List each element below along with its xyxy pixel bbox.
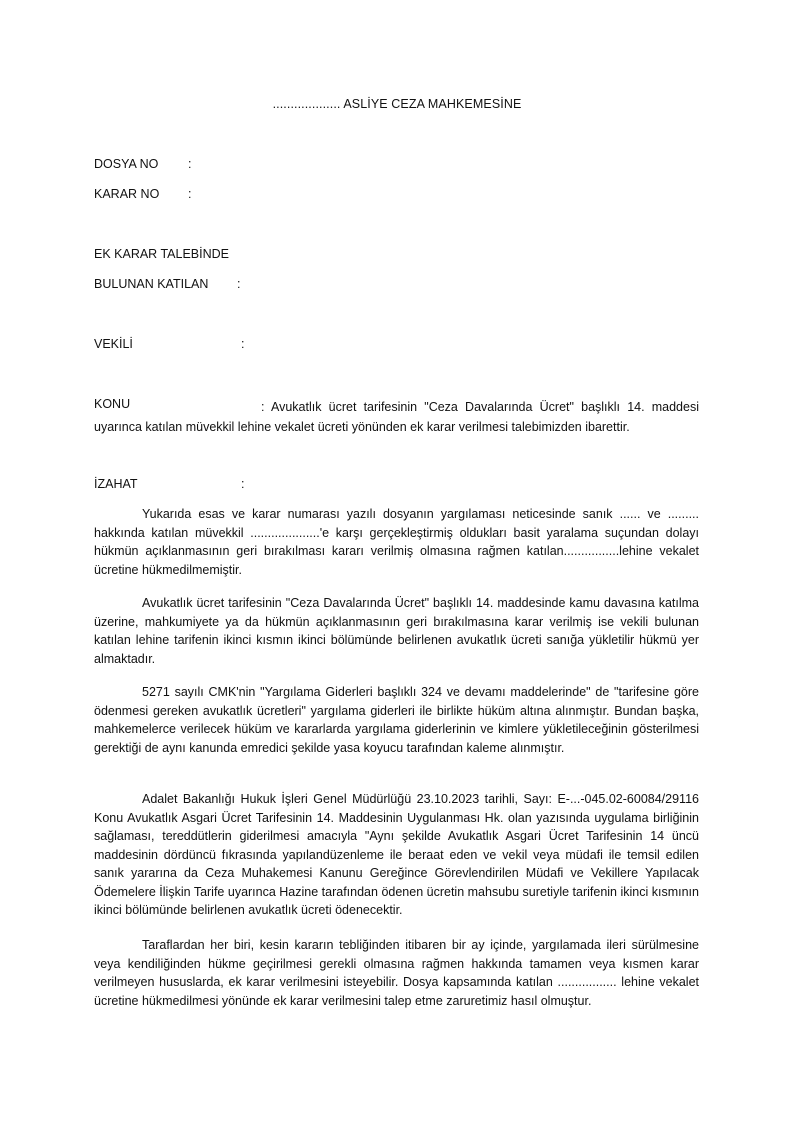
konu-text: : Avukatlık ücret tarifesinin "Ceza Davalarında Ücret" başlıklı 14. maddesi uyarınca katılan müvekkil lehine vekalet ücreti yönünden ek karar verilmesi talebimizden ibarettir. (94, 400, 699, 434)
court-title: ................... ASLİYE CEZA MAHKEMESİNE (272, 97, 522, 111)
bulunan-katilan-colon: : (237, 277, 241, 291)
karar-no-label: KARAR NO (94, 187, 160, 201)
izahat-field (94, 477, 245, 491)
paragraph-5: Taraflardan her biri, kesin kararın tebliğinden itibaren bir ay içinde, yargılamada ileri sürülmesine veya kendiliğinden hükme geçirilmesi gerekli olmasına rağmen hakkında tamamen veya kısmen karar verilmeyen hususlarda, ek karar verilmesini isteyebilir. Dosya kapsamında katılan ................. lehine vekalet ücretine hükmedilmesi yönünde ek karar verilmesini talep etme zaruretimiz hasıl olmuştur. (94, 938, 699, 1008)
vekili-field (94, 337, 245, 351)
paragraph-2: Avukatlık ücret tarifesinin "Ceza Davalarında Ücret" başlıklı 14. maddesinde kamu davasına katılma üzerine, mahkumiyete ya da hükmün açıklanmasının geri bırakılmasına karar verilmiş ise vekili bulunan katılan lehine tarifenin ikinci kısmın ikinci bölümünde belirlenen avukatlık ücreti sanığa yükletilir hükmü yer almaktadır. (94, 596, 699, 666)
paragraph-3: 5271 sayılı CMK'nin "Yargılama Giderleri başlıklı 324 ve devamı maddelerinde" de "tarifesine göre ödenmesi gereken avukatlık ücretleri" yargılama giderleri ile birlikte hüküm altına alınmıştır. Bundan başka, mahkemelerce verilecek hüküm ve kararlarda yargılama giderlerinin ve kimlere yükletileceğinin gösterilmesi gerektiği de aynı kanunda emredici şekilde yasa koyucu tarafından kaleme alınmıştır. (94, 685, 699, 755)
ek-karar-field (94, 247, 229, 261)
bulunan-katilan-field (94, 277, 241, 291)
dosya-no-field (94, 157, 192, 171)
dosya-no-label: DOSYA NO (94, 157, 159, 171)
dosya-no-colon: : (188, 157, 192, 171)
paragraph-4: Adalet Bakanlığı Hukuk İşleri Genel Müdürlüğü 23.10.2023 tarihli, Sayı: E-...-045.02-60084/29116 Konu Avukatlık Asgari Ücret Tarifesinin 14. Maddesinin Uygulanması Hk. olan yazısında uygulama birliğinin sağlaması, tereddütlerin giderilmesi amacıyla "Aynı şekilde Avukatlık Asgari Ücret Tarifesinin 14 üncü maddesinin dördüncü fıkrasında yapılandüzenleme ile beraat eden ve vekil veya müdafi ile temsil edilen sanık yararına da Ceza Muhakemesi Kanunu Gereğince Görevlendirilen Müdafi ve Vekillere Yapılacak Ödemelere İlişkin Tarife uyarınca Hazine tarafından ödenen ücretin mahsubu suretiyle tarifenin ikinci kısmının ikinci bölümünde belirlenen avukatlık ücreti ödenecektir. (94, 792, 699, 917)
izahat-label: İZAHAT (94, 477, 138, 491)
paragraph-1: Yukarıda esas ve karar numarası yazılı dosyanın yargılaması neticesinde sanık ...... ve ......... hakkında katılan müvekkil ....................'e karşı gerçekleştirmiş oldukları basit yaralama suçundan dolayı hükmün açıklanmasının geri bırakılması kararı verilmiş olmasına rağmen katılan................lehine vekalet ücretine hükmedilmemiştir. (94, 507, 699, 577)
karar-no-field (94, 187, 192, 201)
izahat-colon: : (241, 477, 245, 491)
vekili-colon: : (241, 337, 245, 351)
vekili-label: VEKİLİ (94, 337, 133, 351)
karar-no-colon: : (188, 187, 192, 201)
bulunan-katilan-label: BULUNAN KATILAN (94, 277, 209, 291)
ek-karar-label: EK KARAR TALEBİNDE (94, 247, 229, 261)
konu-label: KONU (94, 397, 131, 411)
